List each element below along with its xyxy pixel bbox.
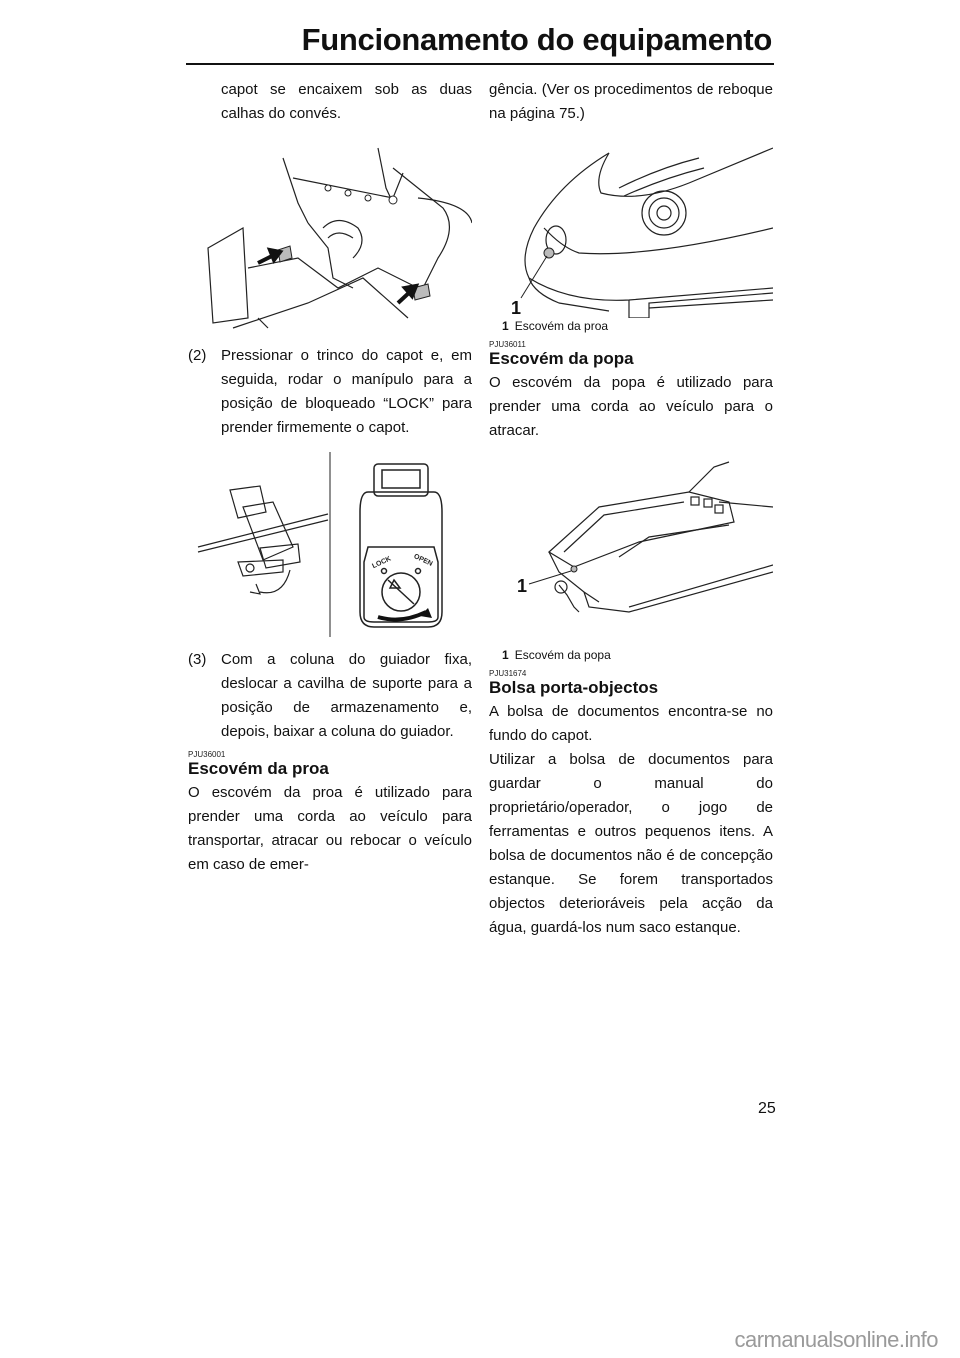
section-heading-stern-eye: Escovém da popa [489, 349, 634, 368]
step-3 [188, 648, 472, 744]
left-column [188, 78, 472, 877]
section-heading-bow-eye: Escovém da proa [188, 759, 329, 778]
callout-1: 1 [517, 576, 528, 596]
stern-eye-text: O escovém da popa é utilizado para prender uma corda ao veículo para o atracar. [489, 374, 773, 439]
caption-text: Escovém da popa [514, 648, 611, 662]
section-code: PJU36001 [188, 750, 226, 759]
continuation-text: capot se encaixem sob as duas calhas do convés. [221, 81, 472, 122]
section-heading-storage: Bolsa porta-objectos [489, 678, 659, 697]
watermark: carmanualsonline.info [734, 1327, 938, 1352]
bow-eye-drawing [489, 128, 773, 318]
lock-label: LOCK [371, 555, 393, 571]
bow-eye-text: O escovém da proa é utilizado para prender uma corda ao veículo para transportar, atracar ou rebocar o veículo em caso de emer- [188, 784, 472, 873]
bow-eye-illustration [489, 128, 773, 318]
page-title: Funcionamento do equipamento [301, 22, 772, 57]
page-number: 25 [758, 1100, 776, 1117]
step-2-number: (2) [188, 347, 207, 364]
caption-number: 1 [502, 319, 509, 333]
step-3-number: (3) [188, 651, 207, 668]
storage-para-1: A bolsa de documentos encontra-se no fundo do capot. [489, 703, 773, 744]
caption-text: Escovém da proa [514, 319, 609, 333]
open-label: OPEN [412, 553, 434, 568]
figure-caption [502, 318, 773, 334]
hood-latch-drawing [188, 128, 472, 338]
right-column [489, 78, 773, 940]
figure-caption [502, 647, 773, 663]
hood-latch-illustration [188, 128, 472, 338]
step-3-text: Com a coluna do guiador fixa, deslocar a cavilha de suporte para a posição de armazenamento e, depois, baixar a coluna do guiador. [221, 651, 472, 740]
hood-lock-drawing [188, 452, 472, 642]
storage-para-2: Utilizar a bolsa de documentos para guardar o manual do proprietário/operador, o jogo de ferramentas e outros pequenos itens. A bolsa de documentos não é de concepção estanque. Se forem transportados objectos deterioráveis pela acção da água, guardá-los num saco estanque. [489, 751, 773, 936]
callout-1: 1 [511, 298, 522, 318]
section-code: PJU36011 [489, 340, 526, 349]
title-rule [186, 63, 774, 65]
section-code: PJU31674 [489, 669, 527, 678]
step-2-text: Pressionar o trinco do capot e, em seguida, rodar o manípulo para a posição de bloqueado “LOCK” para prender firmemente o capot. [221, 347, 472, 436]
step-2 [188, 344, 472, 440]
stern-eye-illustration [489, 447, 773, 647]
continuation-text: gência. (Ver os procedimentos de reboque na página 75.) [489, 81, 773, 122]
hood-lock-illustration [188, 452, 472, 642]
stern-eye-drawing [489, 447, 773, 647]
caption-number: 1 [502, 648, 509, 662]
